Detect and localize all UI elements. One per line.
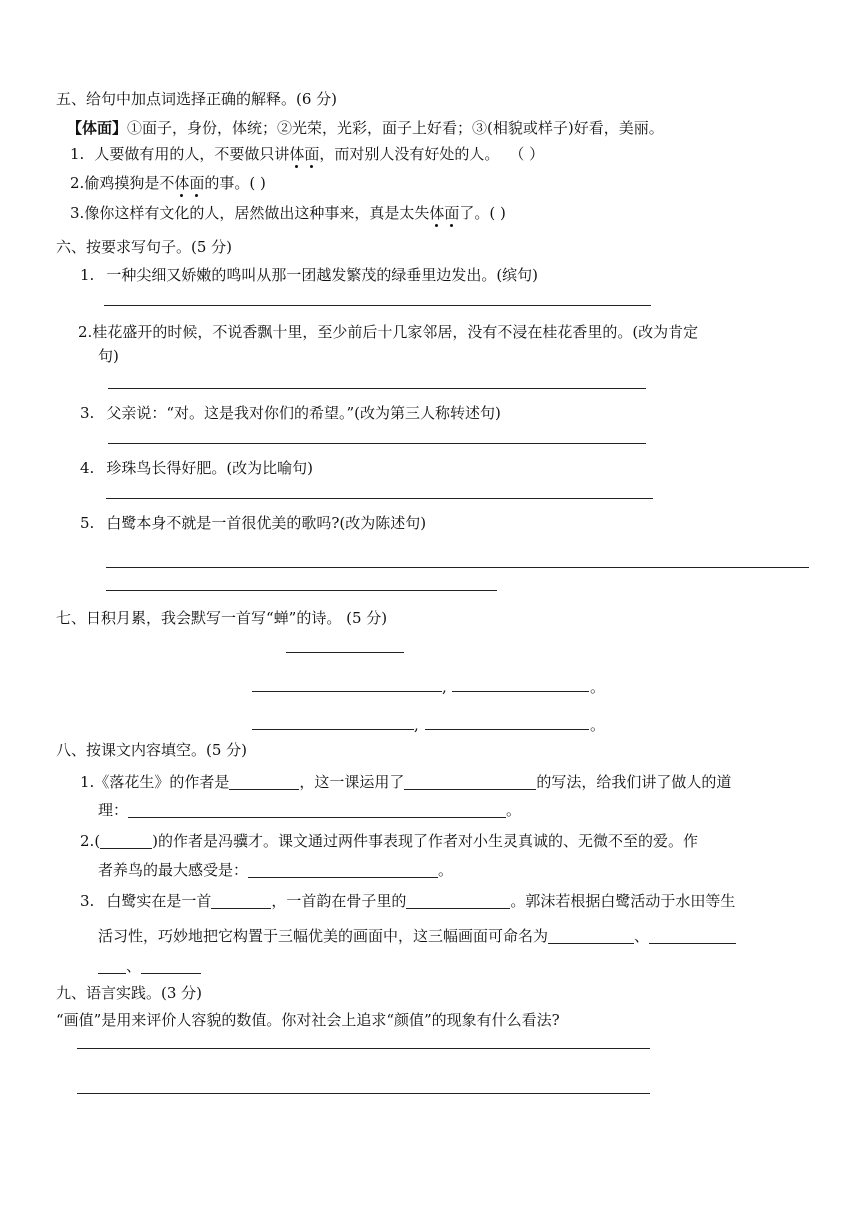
question-text: 者养鸟的最大感受是： xyxy=(98,861,249,879)
question-number: 3. xyxy=(80,404,95,422)
question-number: 3. xyxy=(70,204,85,222)
answer-blank[interactable] xyxy=(211,892,271,909)
question-text: ( xyxy=(94,832,101,850)
question-text: ，这一课运用了 xyxy=(299,773,405,791)
definition-line xyxy=(67,118,664,138)
comma: , xyxy=(442,678,447,696)
answer-blank[interactable] xyxy=(404,773,536,790)
answer-blank[interactable] xyxy=(141,957,201,974)
question-text: 活习性，巧妙地把它构置于三幅优美的画面中，这三幅画面可命名为 xyxy=(98,927,549,945)
poem-line[interactable] xyxy=(452,691,589,692)
question-text: 像你这样有文化的人，居然做出这种事来，真是太失 xyxy=(84,204,430,222)
dotted-word: 面 xyxy=(189,174,205,192)
question-text: 。郭沫若根据白鹭活动于水田等生 xyxy=(510,892,736,910)
question-text: )的作者是冯骥才。课文通过两件事表现了作者对小生灵真诚的、无微不至的爱。作 xyxy=(152,832,699,850)
question-text: 。 xyxy=(438,861,454,879)
question-text: 、 xyxy=(126,957,142,975)
s5-question-1 xyxy=(70,144,544,164)
definition-label: 【体面】 xyxy=(67,119,128,137)
question-text: 理： xyxy=(98,801,129,819)
s5-question-2 xyxy=(70,173,266,193)
s8-question-2 xyxy=(80,831,698,851)
question-number: 3. xyxy=(80,892,95,910)
poem-line[interactable] xyxy=(252,691,442,692)
question-text: 父亲说：“对。这是我对你们的希望。”(改为第三人称转述句) xyxy=(106,404,501,422)
dotted-word: 体 xyxy=(289,145,305,163)
dotted-word: 面 xyxy=(444,204,460,222)
s6-question-4 xyxy=(80,458,313,478)
dotted-word: 面 xyxy=(304,145,320,163)
answer-line[interactable] xyxy=(108,388,646,389)
answer-blank[interactable] xyxy=(406,892,510,909)
s6-question-5 xyxy=(80,513,426,533)
answer-line[interactable] xyxy=(77,1093,650,1094)
question-text: 桂花盛开的时候，不说香飘十里，至少前后十几家邻居，没有不浸在桂花香里的。(改为肯定 xyxy=(92,323,699,341)
question-text: 了。 xyxy=(459,204,490,222)
s6-question-2 xyxy=(78,322,698,342)
section-5-heading: 五、给句中加点词选择正确的解释。(6 分) xyxy=(56,90,338,108)
question-number: 5. xyxy=(80,514,95,532)
answer-line[interactable] xyxy=(108,443,646,444)
s6-question-1 xyxy=(80,265,538,285)
answer-line[interactable] xyxy=(77,1048,650,1049)
question-number: 2. xyxy=(78,323,93,341)
section-7-heading: 七、日积月累，我会默写一首写“蝉”的诗。 (5 分) xyxy=(56,609,388,627)
answer-line[interactable] xyxy=(106,498,653,499)
section-6-heading: 六、按要求写句子。(5 分) xyxy=(56,238,233,256)
answer-blank[interactable] xyxy=(98,957,126,974)
s8-question-3-cont xyxy=(98,926,736,946)
s6-question-2-cont: 句) xyxy=(98,347,119,365)
answer-line[interactable] xyxy=(106,590,497,591)
question-text: 白鹭本身不就是一首很优美的歌吗?(改为陈述句) xyxy=(106,514,427,532)
period: 。 xyxy=(590,678,606,696)
question-text: 的写法，给我们讲了做人的道 xyxy=(536,773,732,791)
dotted-word: 体 xyxy=(174,174,190,192)
question-text: 。 xyxy=(506,801,522,819)
section-8-heading: 八、按课文内容填空。(5 分) xyxy=(56,741,248,759)
question-text: 偷鸡摸狗是不 xyxy=(84,174,175,192)
question-text: ，而对别人没有好处的人。 xyxy=(319,145,500,163)
s8-question-3-cont2 xyxy=(98,956,201,976)
section-9-prompt: “画值”是用来评价人容貌的数值。你对社会上追求“颜值”的现象有什么看法? xyxy=(56,1011,560,1029)
question-number: 1. xyxy=(80,266,95,284)
question-text: 的事。 xyxy=(204,174,250,192)
question-text: 一种尖细又娇嫩的鸣叫从那一团越发繁茂的绿垂里边发出。(缤句) xyxy=(106,266,539,284)
s8-question-1 xyxy=(80,772,731,792)
poem-line[interactable] xyxy=(252,729,414,730)
answer-paren[interactable]: ( ) xyxy=(489,204,506,222)
s8-question-1-cont xyxy=(98,800,521,820)
s5-question-3 xyxy=(70,203,506,223)
answer-line[interactable] xyxy=(104,305,651,306)
definition-text: ①面子，身份，体统；②光荣，光彩，面子上好看；③(相貌或样子)好看，美丽。 xyxy=(127,119,664,137)
s8-question-2-cont xyxy=(98,860,453,880)
question-text: 《落花生》的作者是 xyxy=(94,773,230,791)
comma: , xyxy=(414,716,419,734)
question-text: 人要做有用的人，不要做只讲 xyxy=(94,145,290,163)
question-number: 2. xyxy=(70,174,85,192)
answer-blank[interactable] xyxy=(649,927,736,944)
question-text: ，一首韵在骨子里的 xyxy=(271,892,407,910)
poem-title-line[interactable] xyxy=(286,652,404,653)
answer-line[interactable] xyxy=(106,567,809,568)
poem-line[interactable] xyxy=(425,729,589,730)
answer-blank[interactable] xyxy=(128,801,506,818)
question-number: 1. xyxy=(70,145,85,163)
answer-blank[interactable] xyxy=(100,832,152,849)
answer-blank[interactable] xyxy=(229,773,299,790)
s8-question-3 xyxy=(80,891,735,911)
answer-paren[interactable]: （ ） xyxy=(509,145,545,163)
question-number: 2. xyxy=(80,832,95,850)
question-number: 1. xyxy=(80,773,95,791)
answer-blank[interactable] xyxy=(248,861,438,878)
question-text: 白鹭实在是一首 xyxy=(106,892,212,910)
dotted-word: 体 xyxy=(429,204,445,222)
question-text: 珍珠鸟长得好肥。(改为比喻句) xyxy=(106,459,314,477)
question-number: 4. xyxy=(80,459,95,477)
period: 。 xyxy=(590,716,606,734)
question-text: 、 xyxy=(634,927,650,945)
section-9-heading: 九、语言实践。(3 分) xyxy=(56,984,203,1002)
s6-question-3 xyxy=(80,403,501,423)
answer-paren[interactable]: ( ) xyxy=(249,174,266,192)
answer-blank[interactable] xyxy=(548,927,634,944)
